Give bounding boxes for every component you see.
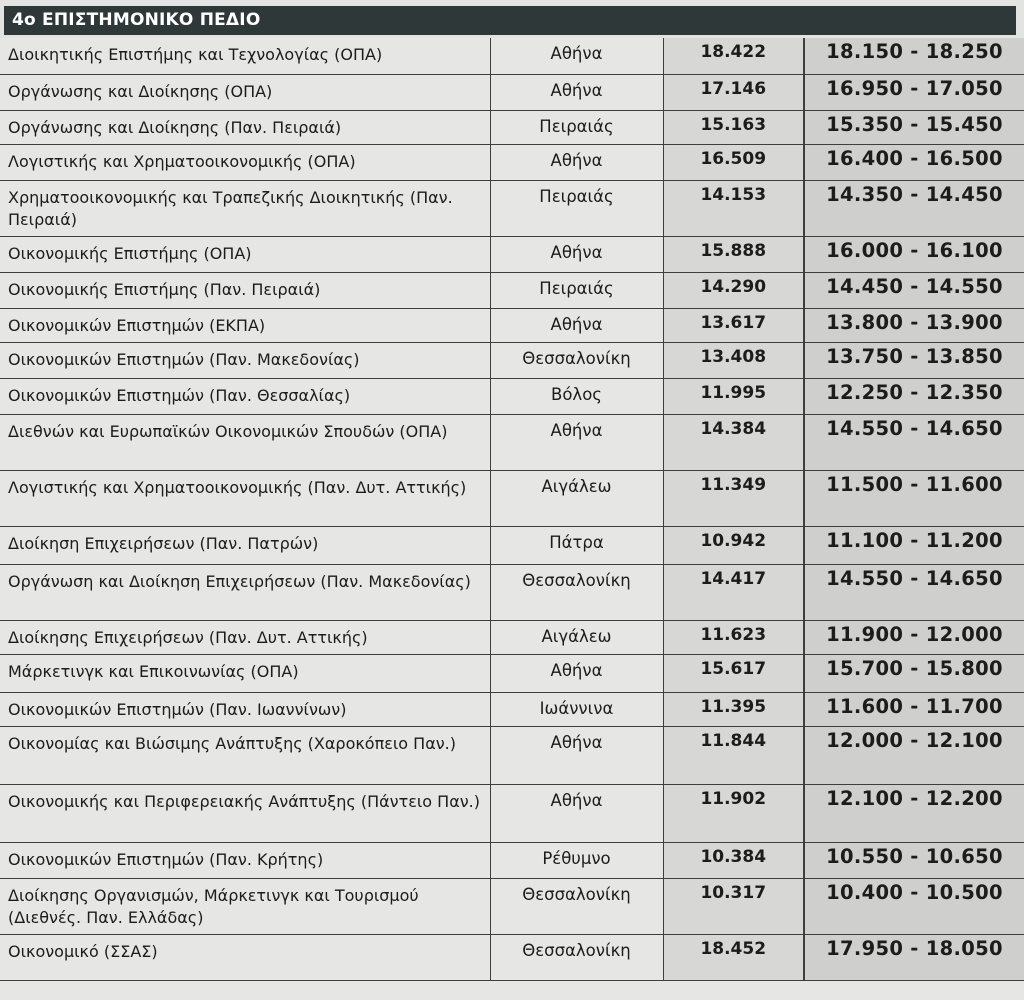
table-row xyxy=(0,414,1024,470)
city: Πειραιάς xyxy=(490,110,663,144)
program-name: Οικονομίας και Βιώσιμης Ανάπτυξης (Χαροκόπειο Παν.) xyxy=(0,726,490,784)
program-name: Οργάνωσης και Διοίκησης (ΟΠΑ) xyxy=(0,74,490,110)
table-row xyxy=(0,272,1024,308)
program-name: Οικονομικής Επιστήμης (Παν. Πειραιά) xyxy=(0,272,490,308)
program-name: Μάρκετινγκ και Επικοινωνίας (ΟΠΑ) xyxy=(0,654,490,692)
last-year-score: 11.995 xyxy=(663,378,804,414)
city: Αθήνα xyxy=(490,74,663,110)
table-row xyxy=(0,74,1024,110)
table-row xyxy=(0,470,1024,526)
table-row xyxy=(0,784,1024,842)
last-year-score: 14.417 xyxy=(663,564,804,620)
city: Πειραιάς xyxy=(490,180,663,236)
table-row xyxy=(0,726,1024,784)
program-name: Οικονομικό (ΣΣΑΣ) xyxy=(0,934,490,980)
last-year-score: 10.317 xyxy=(663,878,804,934)
score-estimate: 11.600 - 11.700 xyxy=(804,692,1024,726)
program-name: Οικονομικών Επιστημών (Παν. Κρήτης) xyxy=(0,842,490,878)
program-name: Διοίκησης Επιχειρήσεων (Παν. Δυτ. Αττικής) xyxy=(0,620,490,654)
program-name: Λογιστικής και Χρηματοοικονομικής (ΟΠΑ) xyxy=(0,144,490,180)
score-estimate: 15.350 - 15.450 xyxy=(804,110,1024,144)
table-body xyxy=(0,38,1024,980)
table-row xyxy=(0,144,1024,180)
table-row xyxy=(0,308,1024,342)
last-year-score: 18.452 xyxy=(663,934,804,980)
city: Αθήνα xyxy=(490,38,663,74)
program-name: Διοικητικής Επιστήμης και Τεχνολογίας (ΟΠΑ) xyxy=(0,38,490,74)
score-estimate: 16.400 - 16.500 xyxy=(804,144,1024,180)
city: Αιγάλεω xyxy=(490,470,663,526)
last-year-score: 11.902 xyxy=(663,784,804,842)
table-row xyxy=(0,620,1024,654)
score-estimate: 11.500 - 11.600 xyxy=(804,470,1024,526)
admissions-table xyxy=(0,38,1024,981)
score-estimate: 14.550 - 14.650 xyxy=(804,564,1024,620)
last-year-score: 15.163 xyxy=(663,110,804,144)
city: Ιωάννινα xyxy=(490,692,663,726)
last-year-score: 10.384 xyxy=(663,842,804,878)
table-row xyxy=(0,180,1024,236)
score-estimate: 11.900 - 12.000 xyxy=(804,620,1024,654)
table-row xyxy=(0,38,1024,74)
last-year-score: 14.290 xyxy=(663,272,804,308)
table-row xyxy=(0,236,1024,272)
city: Θεσσαλονίκη xyxy=(490,878,663,934)
table-row xyxy=(0,342,1024,378)
program-name: Οργάνωση και Διοίκηση Επιχειρήσεων (Παν. Μακεδονίας) xyxy=(0,564,490,620)
score-estimate: 18.150 - 18.250 xyxy=(804,38,1024,74)
score-estimate: 12.000 - 12.100 xyxy=(804,726,1024,784)
program-name: Οικονομικής Επιστήμης (ΟΠΑ) xyxy=(0,236,490,272)
city: Θεσσαλονίκη xyxy=(490,934,663,980)
table-row xyxy=(0,526,1024,564)
city: Αθήνα xyxy=(490,654,663,692)
last-year-score: 11.844 xyxy=(663,726,804,784)
city: Αθήνα xyxy=(490,726,663,784)
city: Αθήνα xyxy=(490,784,663,842)
score-estimate: 13.800 - 13.900 xyxy=(804,308,1024,342)
table-row xyxy=(0,842,1024,878)
table-row xyxy=(0,110,1024,144)
score-estimate: 12.250 - 12.350 xyxy=(804,378,1024,414)
city: Θεσσαλονίκη xyxy=(490,342,663,378)
last-year-score: 13.617 xyxy=(663,308,804,342)
score-estimate: 17.950 - 18.050 xyxy=(804,934,1024,980)
city: Βόλος xyxy=(490,378,663,414)
city: Αιγάλεω xyxy=(490,620,663,654)
score-estimate: 15.700 - 15.800 xyxy=(804,654,1024,692)
city: Αθήνα xyxy=(490,144,663,180)
last-year-score: 11.349 xyxy=(663,470,804,526)
last-year-score: 15.617 xyxy=(663,654,804,692)
table-row xyxy=(0,934,1024,980)
table-row xyxy=(0,878,1024,934)
program-name: Διεθνών και Ευρωπαϊκών Οικονομικών Σπουδών (ΟΠΑ) xyxy=(0,414,490,470)
city: Αθήνα xyxy=(490,236,663,272)
last-year-score: 14.153 xyxy=(663,180,804,236)
score-estimate: 16.950 - 17.050 xyxy=(804,74,1024,110)
section-title: 4ο ΕΠΙΣΤΗΜΟΝΙΚΟ ΠΕΔΙΟ xyxy=(4,6,1016,35)
city: Αθήνα xyxy=(490,414,663,470)
score-estimate: 12.100 - 12.200 xyxy=(804,784,1024,842)
city: Πειραιάς xyxy=(490,272,663,308)
city: Θεσσαλονίκη xyxy=(490,564,663,620)
last-year-score: 14.384 xyxy=(663,414,804,470)
table-row xyxy=(0,654,1024,692)
city: Αθήνα xyxy=(490,308,663,342)
score-estimate: 13.750 - 13.850 xyxy=(804,342,1024,378)
city: Ρέθυμνο xyxy=(490,842,663,878)
table-row xyxy=(0,692,1024,726)
score-estimate: 14.450 - 14.550 xyxy=(804,272,1024,308)
score-estimate: 10.400 - 10.500 xyxy=(804,878,1024,934)
program-name: Οικονομικών Επιστημών (Παν. Μακεδονίας) xyxy=(0,342,490,378)
program-name: Οικονομικών Επιστημών (Παν. Θεσσαλίας) xyxy=(0,378,490,414)
program-name: Χρηματοοικονομικής και Τραπεζικής Διοικητικής (Παν. Πειραιά) xyxy=(0,180,490,236)
table-row xyxy=(0,378,1024,414)
last-year-score: 18.422 xyxy=(663,38,804,74)
program-name: Οικονομικών Επιστημών (Παν. Ιωαννίνων) xyxy=(0,692,490,726)
last-year-score: 11.623 xyxy=(663,620,804,654)
last-year-score: 13.408 xyxy=(663,342,804,378)
score-estimate: 14.350 - 14.450 xyxy=(804,180,1024,236)
score-estimate: 16.000 - 16.100 xyxy=(804,236,1024,272)
last-year-score: 10.942 xyxy=(663,526,804,564)
last-year-score: 17.146 xyxy=(663,74,804,110)
last-year-score: 16.509 xyxy=(663,144,804,180)
program-name: Οργάνωσης και Διοίκησης (Παν. Πειραιά) xyxy=(0,110,490,144)
program-name: Οικονομικής και Περιφερειακής Ανάπτυξης (Πάντειο Παν.) xyxy=(0,784,490,842)
last-year-score: 11.395 xyxy=(663,692,804,726)
table-row xyxy=(0,564,1024,620)
last-year-score: 15.888 xyxy=(663,236,804,272)
program-name: Οικονομικών Επιστημών (ΕΚΠΑ) xyxy=(0,308,490,342)
program-name: Διοίκηση Επιχειρήσεων (Παν. Πατρών) xyxy=(0,526,490,564)
city: Πάτρα xyxy=(490,526,663,564)
program-name: Λογιστικής και Χρηματοοικονομικής (Παν. Δυτ. Αττικής) xyxy=(0,470,490,526)
score-estimate: 11.100 - 11.200 xyxy=(804,526,1024,564)
program-name: Διοίκησης Οργανισμών, Μάρκετινγκ και Τουρισμού (Διεθνές. Παν. Ελλάδας) xyxy=(0,878,490,934)
score-estimate: 14.550 - 14.650 xyxy=(804,414,1024,470)
header xyxy=(0,0,1024,38)
score-estimate: 10.550 - 10.650 xyxy=(804,842,1024,878)
